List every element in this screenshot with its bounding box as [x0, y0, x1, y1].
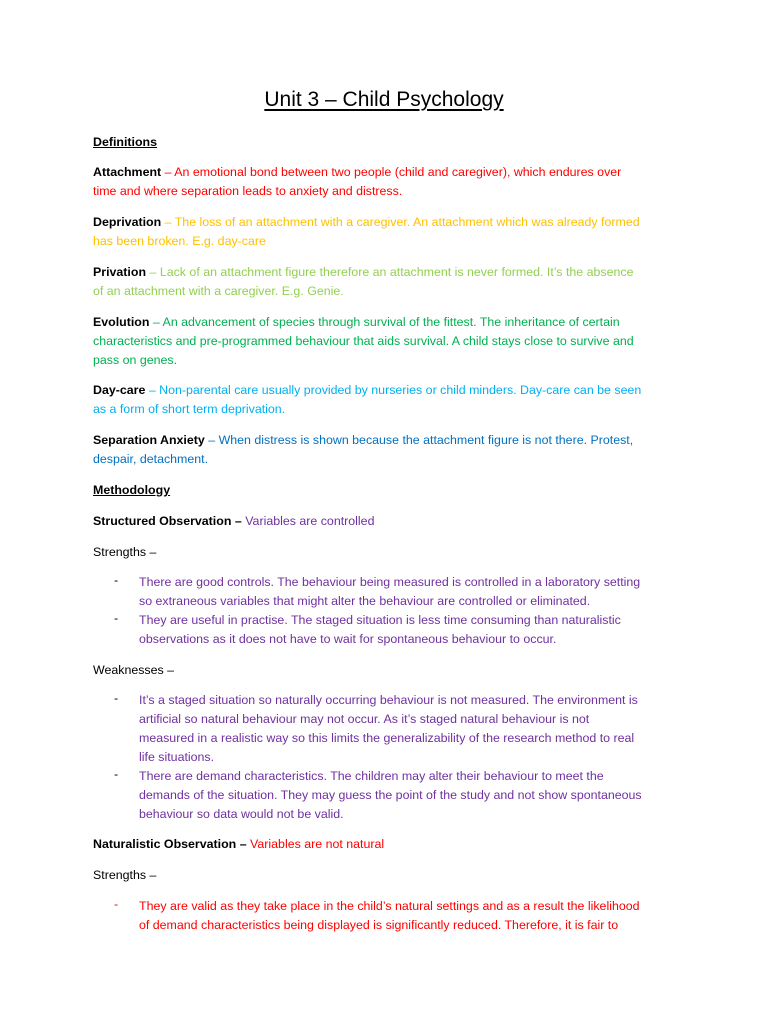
- definition-text: despair, detachment.: [93, 452, 209, 466]
- bullet-text: observations as it does not have to wait for spontaneous behaviour to occur.: [139, 632, 557, 646]
- definition-text: pass on genes.: [93, 353, 178, 367]
- method-description: Variables are controlled: [245, 514, 375, 528]
- bullet-text: life situations.: [139, 750, 215, 764]
- bullet-marker: -: [114, 767, 119, 781]
- bullet-text: It’s a staged situation so naturally occurring behaviour is not measured. The environment is: [139, 693, 638, 707]
- definition-text: – Lack of an attachment figure therefore an attachment is never formed. It’s the absence: [149, 265, 634, 279]
- method-dash: –: [234, 514, 242, 528]
- definition-term: Day-care: [93, 383, 146, 397]
- definition-term: Privation: [93, 265, 147, 279]
- naturalistic-observation: [93, 835, 688, 854]
- bullet-text: demands of the situation. They may guess the point of the study and not show spontaneous: [139, 788, 642, 802]
- strengths-label: Strengths –: [93, 545, 157, 559]
- definition-text: – When distress is shown because the attachment figure is not there. Protest,: [208, 433, 634, 447]
- methodology-heading: Methodology: [93, 483, 171, 497]
- definition-term: Separation Anxiety: [93, 433, 205, 447]
- definition-text: as a form of short term deprivation.: [93, 402, 286, 416]
- page-title: Unit 3 – Child Psychology: [264, 88, 504, 111]
- method-term: Naturalistic Observation: [93, 837, 237, 851]
- bullet-text: of demand characteristics being displayed is significantly reduced. Therefore, it is fair to: [139, 918, 619, 932]
- bullet-text: measured in a realistic way so this limits the generalizability of the research method to real: [139, 731, 635, 745]
- bullet-text: There are demand characteristics. The children may alter their behaviour to meet the: [139, 769, 604, 783]
- definition-privation: [93, 263, 688, 282]
- bullet-text: artificial so natural behaviour may not occur. As it’s staged natural behaviour is not: [139, 712, 590, 726]
- bullet-text: There are good controls. The behaviour being measured is controlled in a laboratory setting: [139, 575, 641, 589]
- definition-text: time and where separation leads to anxiety and distress.: [93, 184, 403, 198]
- strengths-label: Strengths –: [93, 868, 157, 882]
- definition-term: Evolution: [93, 315, 150, 329]
- method-dash: –: [239, 837, 247, 851]
- bullet-marker: -: [114, 691, 119, 705]
- definition-deprivation: [93, 213, 688, 232]
- definition-text: – An advancement of species through survival of the fittest. The inheritance of certain: [152, 315, 620, 329]
- bullet-marker: -: [114, 611, 119, 625]
- definition-text: – Non-parental care usually provided by nurseries or child minders. Day-care can be seen: [148, 383, 642, 397]
- definition-text: has been broken. E.g. day-care: [93, 234, 266, 248]
- structured-observation: [93, 512, 688, 531]
- bullet-text: They are valid as they take place in the child’s natural settings and as a result the likelihood: [139, 899, 640, 913]
- bullet-text: They are useful in practise. The staged situation is less time consuming than naturalistic: [139, 613, 621, 627]
- definition-evolution: [93, 313, 688, 332]
- bullet-marker: -: [114, 573, 119, 587]
- definitions-heading: Definitions: [93, 135, 158, 149]
- definition-term: Deprivation: [93, 215, 162, 229]
- bullet-marker: -: [114, 897, 119, 911]
- definition-attachment: [93, 163, 688, 182]
- weaknesses-label: Weaknesses –: [93, 663, 175, 677]
- bullet-text: behaviour so data would not be valid.: [139, 807, 344, 821]
- definition-separation-anxiety: [93, 431, 688, 450]
- bullet-text: so extraneous variables that might alter the behaviour are controlled or eliminated.: [139, 594, 591, 608]
- definition-daycare: [93, 381, 688, 400]
- definition-text: – The loss of an attachment with a caregiver. An attachment which was already formed: [164, 215, 640, 229]
- method-term: Structured Observation: [93, 514, 232, 528]
- definition-text: of an attachment with a caregiver. E.g. Genie.: [93, 284, 344, 298]
- method-description: Variables are not natural: [250, 837, 385, 851]
- definition-term: Attachment: [93, 165, 162, 179]
- definition-text: characteristics and pre-programmed behaviour that aids survival. A child stays close to survive and: [93, 334, 634, 348]
- definition-text: – An emotional bond between two people (child and caregiver), which endures over: [164, 165, 622, 179]
